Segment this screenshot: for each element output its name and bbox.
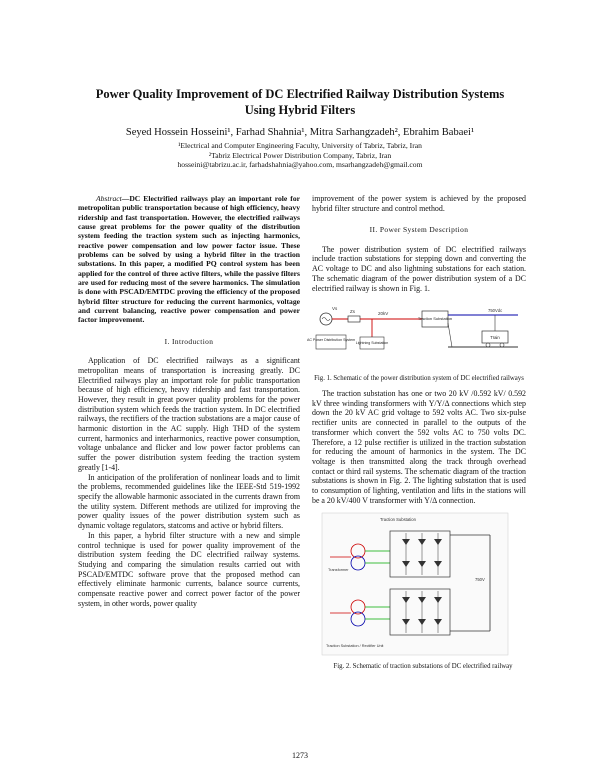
source-label: Vs <box>332 306 338 312</box>
author-list: Seyed Hossein Hosseini¹, Farhad Shahnia¹, Mitra Sarhangzadeh², Ebrahim Babaei¹ <box>125 127 475 138</box>
power-system-paragraph-1: The power distribution system of DC electrified railways include traction substations for stepping down and converting the AC voltage to DC and also lightning substations for each station. The schematic diagram of the power distribution system of a DC electrified railway is shown in Fig. 1. <box>312 244 526 293</box>
intro-paragraph-3: In this paper, a hybrid filter structure with a new and simple control technique is used for power quality improvement of the distribution system feeding the DC electrified railway systems. Studying and comparing the simulation results carried out with PSCAD/EMTDC software prove that the proposed method can effectively eliminate harmonic currents, balance source currents, compensate reactive power and correct power factor of the power system, in other words, power quality <box>78 530 300 608</box>
dc-output-label: 750V <box>475 577 485 583</box>
sine-wave-icon <box>322 318 330 321</box>
train-label: Train <box>490 335 500 341</box>
bottom-unit-label: Traction Substation / Rectifier Unit <box>326 644 384 649</box>
power-system-paragraph-2: The traction substation has one or two 20 kV /0.592 kV/ 0.592 kV three winding transformers with Y/Y/Δ connections which step down the 20 kV AC grid voltage to 592 volts AC. Two six-pulse rectifier units are connected in parallel to the outputs of the transformer which convert the 592 volts AC to 750 volts DC. Therefore, a 12 pulse rectifier is utilized in the traction substation for reducing the amount of harmonics in the system. The DC voltage is then transmitted along the track through overhead contact or third rail systems. The schematic diagram of the traction substations is shown in Fig. 2. The lighting substation that is used to consumption of lighting, ventilation and lifts in the stations will be a 20 kV/400 V transformer with Y/Δ connection. <box>312 389 526 505</box>
affiliation-2: ²Tabriz Electrical Power Distribution Company, Tabriz, Iran <box>208 150 392 160</box>
transformer-label: Transformer <box>328 568 349 573</box>
paper-title <box>40 86 560 118</box>
affiliations <box>40 141 560 170</box>
section-heading-power-system: II. Power System Description <box>369 225 469 235</box>
section-heading-introduction: I. Introduction <box>164 336 214 346</box>
abstract-text: —DC Electrified railways play an important role for metropolitan public transportation because of high efficiency, heavy ridership and fast transportation. However, the electrified railways cause great problems for the power quality of the distribution system feeding the traction system such as injecting harmonics, reactive power compensation and low power factor issue. These problems can be solved by using a hybrid filter in the traction substations. In this paper, a modified PQ control system has been applied for the control of three active filters, while the passive filters are used for reducing most of the severe harmonics. The simulation is done with PSCAD/EMTDC proving the efficiency of the proposed hybrid filter structure for reducing the current harmonics, voltage and current balancing, reactive power compensation and power factor improvement. <box>78 194 300 325</box>
page-number: 1273 <box>292 751 308 760</box>
title-line-1: Power Quality Improvement of DC Electrified Railway Distribution Systems <box>95 87 505 101</box>
intro-paragraph-1: Application of DC electrified railways as a significant metropolitan means of transportation is increasing greatly. DC Electrified railways play an important role for public transportation because of high efficiency, heavy ridership and fast transportation. However, they result in great power quality problems for the power distribution system which feeds the traction system. In DC electrified railways, the rectifiers of the traction substations are a major cause of harmonic distortion in the AC supply. High THD of the system current, harmonics and interharmonics, reactive power consumption, voltage unbalance and flicker and low power factor problems can suffer the power distribution system feeding the traction system greatly [1-4]. <box>78 356 300 472</box>
author-emails: hosseini@tabrizu.ac.ir, farhadshahnia@yahoo.com, msarhangzadeh@gmail.com <box>177 160 423 170</box>
intro-paragraph-2: In anticipation of the proliferation of nonlinear loads and to limit the problems, recommended guidelines like the IEEE-Std 519-1992 specify the allowable harmonic associated in the currents drawn from the utility system. Different methods are utilized for improving the power quality issues of the power distribution system such as dynamic voltage regulators, statcoms and active or hybrid filters. <box>78 472 300 531</box>
affiliation-1: ¹Electrical and Computer Engineering Faculty, University of Tabriz, Tabriz, Iran <box>178 141 422 150</box>
right-column <box>306 194 526 671</box>
figure-1-diagram <box>306 301 526 369</box>
impedance-label: Zs <box>350 309 355 315</box>
left-column <box>78 194 300 608</box>
intro-continuation: improvement of the power system is achieved by the proposed hybrid filter structure and control method. <box>312 194 526 213</box>
train-wheel-icon <box>486 343 490 347</box>
figure-1-caption: Fig. 1. Schematic of the power distribution system of DC electrified railways <box>314 374 524 382</box>
abstract <box>78 194 300 325</box>
ac-distribution-label: AC Power Distribution System <box>306 338 356 343</box>
overhead-voltage-label: 750Vdc <box>488 308 503 314</box>
figure-2-diagram <box>320 511 510 657</box>
source-impedance <box>348 316 360 322</box>
traction-substation-label: Traction Substation <box>417 316 453 322</box>
top-substation-label: Traction Substation <box>380 517 416 523</box>
figure-1 <box>306 301 526 383</box>
train-wheel-icon <box>500 343 504 347</box>
title-line-2: Using Hybrid Filters <box>244 103 356 117</box>
lighting-substation-label: Lightning Substation <box>355 341 389 346</box>
figure-2-caption: Fig. 2. Schematic of traction substations of DC electrified railway <box>333 662 513 670</box>
abstract-label: Abstract <box>96 194 122 203</box>
return-line <box>448 323 452 347</box>
figure-2-frame <box>322 513 508 655</box>
figure-2 <box>312 511 526 671</box>
voltage-label: 20kV <box>378 311 389 317</box>
